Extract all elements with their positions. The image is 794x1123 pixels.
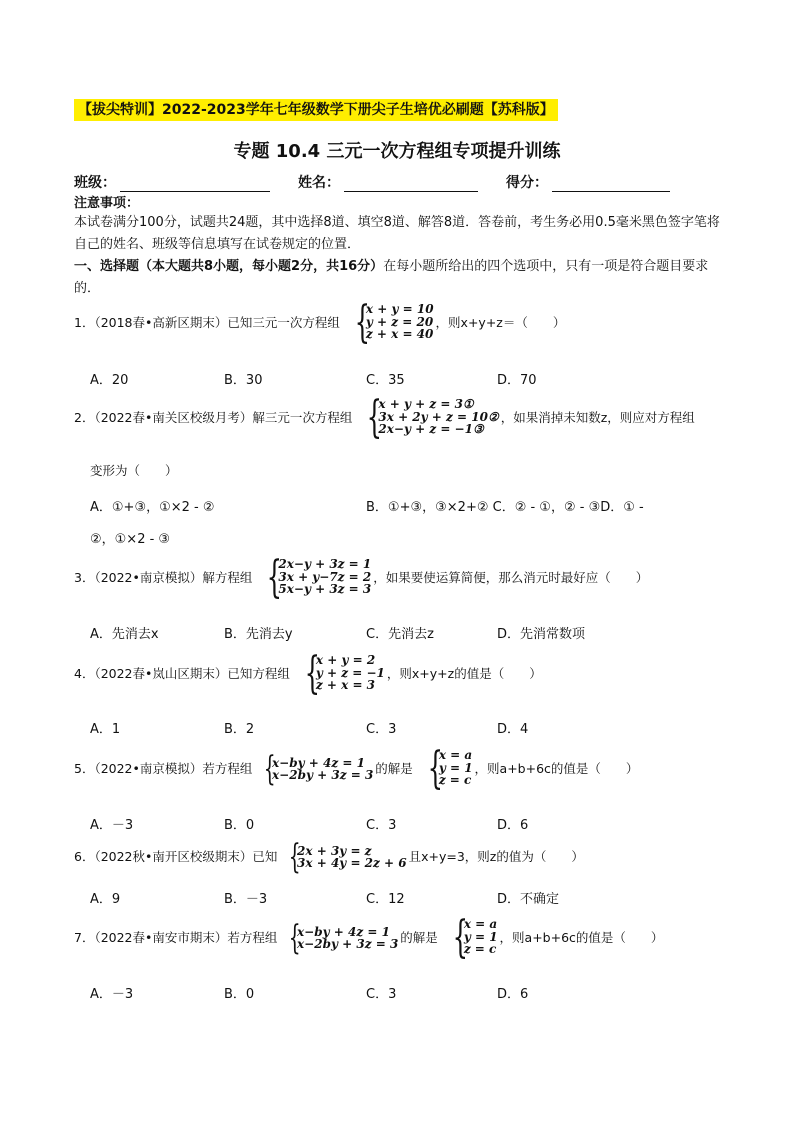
equation-line: x−2by + 3z = 3 [297,937,399,951]
section-heading [74,256,724,300]
question-6-prefix: 6．（2022秋•南开区校级期末）已知 [74,849,278,864]
name-label: 姓名： [298,175,340,191]
equation-line: y + z = 20 [365,314,434,329]
question-5-suffix: ，则a+b+6c的值是（ ） [474,761,639,776]
option-b[interactable]: B．0 [224,818,255,833]
question-4-suffix: ，则x+y+z的值是（ ） [386,666,542,681]
question-3-suffix: ，如果要使运算简便，那么消元时最好应（ ） [373,570,649,585]
equation-line: 2x + 3y = z [297,843,372,858]
question-5 [74,743,639,794]
solution-system: { x = a y = 1 z = c [427,743,473,794]
option-d-continuation[interactable]: ②，①×2 - ③ [90,532,171,547]
option-a[interactable]: A．20 [90,373,129,388]
equation-system: { x + y + z = 3① 3x + 2y + z = 10② 2x−y + z = −1③ [366,392,499,443]
score-input-line[interactable] [552,177,670,192]
option-c[interactable]: C．35 [366,373,405,388]
header-banner: 【拔尖特训】2022-2023学年七年级数学下册尖子生培优必刷题【苏科版】 [74,99,558,121]
equation-system: { x + y = 2 y + z = −1 z + x = 3 [304,648,385,699]
notice-heading: 注意事项： [74,196,140,211]
equation-system: { x−by + 4z = 1 x−2by + 3z = 3 [264,749,374,789]
option-c[interactable]: C．3 [366,818,397,833]
equation-line: z + x = 3 [315,678,376,692]
page-title: 专题 10.4 三元一次方程组专项提升训练 [233,141,561,162]
equation-system: { 2x + 3y = z 3x + 4y = 2z + 6 [289,837,407,877]
equation-line: z = c [438,773,472,787]
question-7-suffix: ，则a+b+6c的值是（ ） [499,930,664,945]
option-a[interactable]: A．1 [90,722,121,737]
option-d[interactable]: D．6 [497,987,529,1002]
question-1-suffix: ，则x+y+z＝（ ） [435,315,566,330]
question-1 [74,297,566,348]
section-heading-rest: 在每小题所给出的四个选项中，只有一项是符合题目要求的． [74,259,709,296]
score-field [506,172,670,192]
option-b[interactable]: B．0 [224,987,255,1002]
option-b[interactable]: B．先消去y [224,627,293,642]
score-label: 得分： [506,175,548,191]
equation-line: x + y = 10 [365,302,434,316]
equation-line: x = a [463,917,498,931]
option-a[interactable]: A．①+③，①×2 - ② [90,500,215,515]
equation-line: x = a [438,748,473,762]
question-7-middle: 的解是 [400,930,438,945]
option-d[interactable]: D．先消常数项 [497,627,586,642]
option-d[interactable]: D．70 [497,373,537,388]
question-6-suffix: 且x+y=3，则z的值为（ ） [408,849,584,864]
question-5-prefix: 5．（2022•南京模拟）若方程组 [74,761,253,776]
equation-line: 2x−y + 3z = 1 [278,557,372,571]
question-4 [74,648,542,699]
question-2-suffix: ，如果消掉未知数z，则应对方程组 [500,410,695,425]
option-d[interactable]: D．4 [497,722,529,737]
equation-line: x + y + z = 3① [378,397,474,411]
question-4-prefix: 4．（2022春•岚山区期末）已知方程组 [74,666,290,681]
equation-line: x−2by + 3z = 3 [272,768,374,782]
equation-system: { 2x−y + 3z = 1 3x + y−7z = 2 5x−y + 3z = 3 [266,552,372,603]
equation-system: { x + y = 10 y + z = 20 z + x = 40 [354,297,434,348]
notice-body: 本试卷满分100分，试题共24题，其中选择8道、填空8道、解答8道．答卷前，考生务必用0.5毫米黑色签字笔将自己的姓名、班级等信息填写在试卷规定的位置． [74,215,720,252]
question-3-prefix: 3．（2022•南京模拟）解方程组 [74,570,253,585]
option-a[interactable]: A．9 [90,892,121,907]
option-b[interactable]: B．2 [224,722,255,737]
option-a[interactable]: A．－3 [90,818,134,833]
equation-line: y = 1 [438,760,473,775]
option-bcd[interactable]: B．①+③，③×2+② C．② - ①，② - ③D．① - [366,500,644,515]
class-label: 班级： [74,175,116,191]
equation-line: x−by + 4z = 1 [297,924,390,939]
option-d[interactable]: D．不确定 [497,892,560,907]
question-2-continuation: 变形为（ ） [90,463,178,478]
solution-system: { x = a y = 1 z = c [452,912,498,963]
option-c[interactable]: C．3 [366,722,397,737]
question-6 [74,837,584,877]
option-a[interactable]: A．先消去x [90,627,159,642]
equation-line: 3x + y−7z = 2 [278,569,372,584]
question-2-prefix: 2．（2022春•南关区校级月考）解三元一次方程组 [74,410,353,425]
option-b[interactable]: B．－3 [224,892,268,907]
question-5-middle: 的解是 [375,761,413,776]
section-heading-bold: 一、选择题（本大题共8小题，每小题2分，共16分） [74,259,384,274]
question-2 [74,392,695,443]
option-b[interactable]: B．30 [224,373,263,388]
question-7 [74,912,664,963]
equation-line: 2x−y + z = −1③ [378,422,484,436]
option-c[interactable]: C．3 [366,987,397,1002]
equation-line: 3x + 4y = 2z + 6 [297,856,407,870]
equation-line: z + x = 40 [365,327,434,341]
name-input-line[interactable] [344,177,478,192]
class-input-line[interactable] [120,177,270,192]
option-a[interactable]: A．－3 [90,987,134,1002]
option-d[interactable]: D．6 [497,818,529,833]
equation-line: 5x−y + 3z = 3 [278,582,372,596]
equation-line: y + z = −1 [315,665,385,680]
equation-line: x−by + 4z = 1 [272,755,365,770]
equation-line: y = 1 [463,929,498,944]
equation-line: z = c [463,942,497,956]
option-c[interactable]: C．12 [366,892,405,907]
name-field [298,172,478,192]
question-3 [74,552,649,603]
question-7-prefix: 7．（2022春•南安市期末）若方程组 [74,930,278,945]
question-1-prefix: 1．（2018春•高新区期末）已知三元一次方程组 [74,315,340,330]
equation-line: x + y = 2 [315,653,376,667]
class-field [74,172,270,192]
equation-line: 3x + 2y + z = 10② [378,409,499,424]
equation-system: { x−by + 4z = 1 x−2by + 3z = 3 [289,918,399,958]
option-c[interactable]: C．先消去z [366,627,434,642]
